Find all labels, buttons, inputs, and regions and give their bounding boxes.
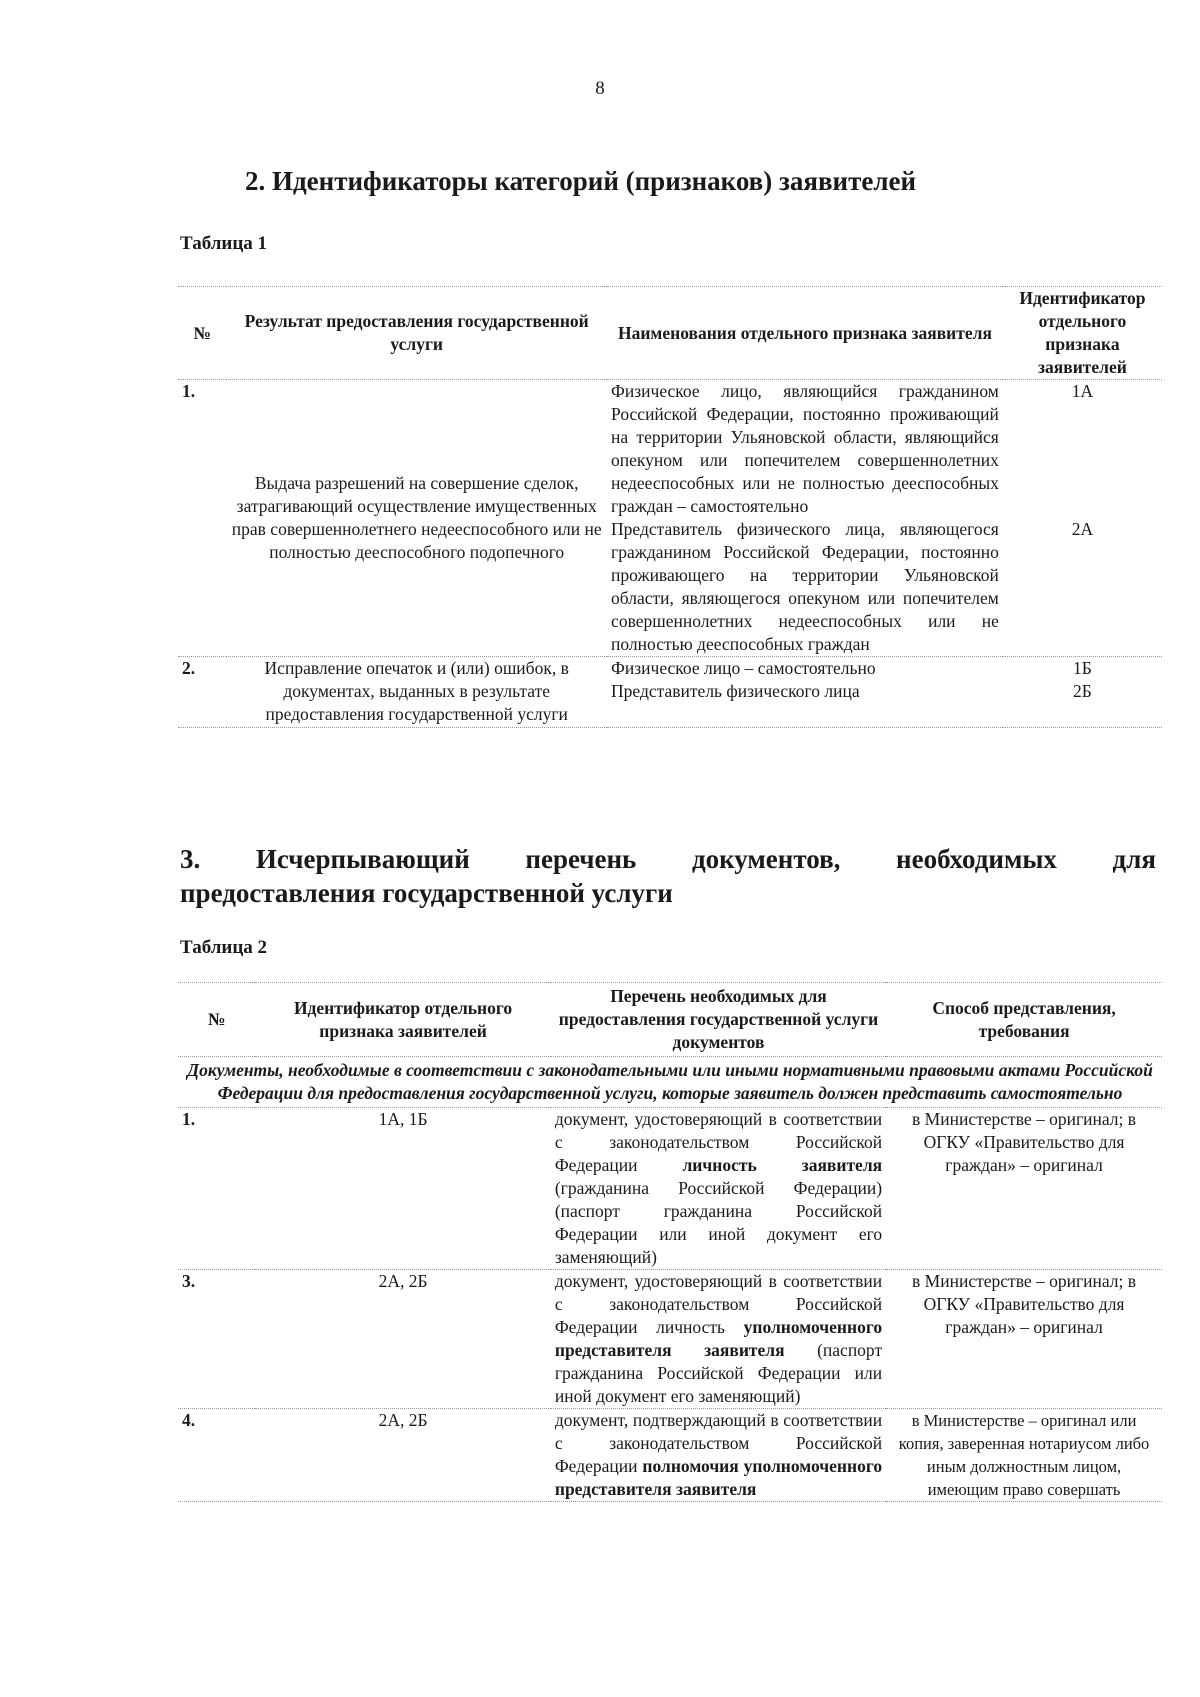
row-identifiers: 2А, 2Б xyxy=(378,1410,428,1430)
table-row xyxy=(178,1409,1162,1502)
attribute-identifier: 2Б xyxy=(1073,681,1092,701)
header-identifier: Идентификатор отдельного признака заявителей xyxy=(293,997,513,1041)
row-number: 2. xyxy=(182,658,196,678)
table-2-caption: Таблица 2 xyxy=(180,937,268,958)
row-number: 1. xyxy=(182,381,196,401)
document-text-bold: личность заявителя xyxy=(682,1155,883,1175)
attribute-name: Физическое лицо, являющийся гражданином Российской Федерации, постоянно проживающий на территории Ульяновской области, являющийся опекуном или попечителем совершеннолетних недееспособных или не полностью дееспособных граждан – самостоятельно xyxy=(611,381,999,516)
document-text-bold: полномочия уполномоченного представителя заявителя xyxy=(554,1456,883,1499)
applicant-categories-table xyxy=(178,286,1162,728)
header-identifier: Идентификатор отдельного признака заявителей xyxy=(1019,288,1146,377)
header-submission-method: Способ представления, требования xyxy=(932,997,1116,1041)
row-document xyxy=(551,1270,886,1409)
attribute-identifier: 1А xyxy=(1071,381,1094,401)
table-row xyxy=(178,380,1162,519)
row-result: Выдача разрешений на совершение сделок, затрагивающий осуществление имущественных прав совершеннолетнего недееспособного или не полностью дееспособного подопечного xyxy=(231,473,602,562)
row-submission-method: в Министерстве – оригинал или копия, заверенная нотариусом либо иным должностным лицом, имеющим право совершать xyxy=(898,1411,1150,1499)
row-submission-method: в Министерстве – оригинал; в ОГКУ «Правительство для граждан» – оригинал xyxy=(912,1271,1137,1337)
documents-subheader: Документы, необходимые в соответствии с законодательными или иными нормативными правовыми актами Российской Федерации для предоставления государственной услуги, которые заявитель должен представить самостоятельно xyxy=(178,1057,1162,1108)
header-result: Результат предоставления государственной услуги xyxy=(244,311,589,354)
title-word: документов, xyxy=(691,844,841,874)
attribute-identifier: 1Б xyxy=(1073,658,1092,678)
section-3-title xyxy=(180,842,1156,910)
table-header-row xyxy=(178,287,1162,380)
header-number: № xyxy=(193,322,211,343)
header-documents: Перечень необходимых для предоставления государственной услуги документов xyxy=(558,986,879,1052)
header-attribute-name: Наименования отдельного признака заявителя xyxy=(617,322,992,343)
row-number: 3. xyxy=(182,1271,196,1291)
section-3-title-line-2: предоставления государственной услуги xyxy=(180,878,673,908)
row-identifiers: 2А, 2Б xyxy=(378,1271,428,1291)
row-number: 1. xyxy=(182,1109,196,1129)
row-identifiers: 1А, 1Б xyxy=(378,1109,428,1129)
title-word: необходимых xyxy=(896,844,1057,874)
attribute-name: Представитель физического лица, являющегося гражданином Российской Федерации, постоянно проживающего на территории Ульяновской области, являющегося опекуном или попечителем совершеннолетних недееспособных или не полностью дееспособных граждан xyxy=(611,519,999,654)
row-document xyxy=(551,1108,886,1270)
attribute-name: Физическое лицо – самостоятельно xyxy=(611,658,876,678)
required-documents-table xyxy=(178,982,1162,1502)
document-text: документ, подтверждающий в соответствии с законодательством Российской Федерации xyxy=(554,1410,883,1476)
document-text-bold: уполномоченного представителя заявителя xyxy=(554,1317,883,1360)
table-row xyxy=(178,657,1162,681)
document-text: (гражданина Российской Федерации) (паспорт гражданина Российской Федерации или иной документ его заменяющий) xyxy=(554,1178,883,1267)
table-1-caption: Таблица 1 xyxy=(180,233,268,254)
table-row xyxy=(178,1108,1162,1270)
title-word: перечень xyxy=(525,844,637,874)
table-header-row xyxy=(178,983,1162,1057)
row-document xyxy=(551,1409,886,1502)
header-number: № xyxy=(207,1009,226,1029)
title-word: для xyxy=(1112,844,1156,874)
title-word: Исчерпывающий xyxy=(255,844,470,874)
section-2-title: 2. Идентификаторы категорий (признаков) заявителей xyxy=(245,166,917,196)
page-number: 8 xyxy=(595,78,605,99)
table-row xyxy=(178,1270,1162,1409)
document-text: (паспорт гражданина Российской Федерации или иной документ его заменяющий) xyxy=(554,1340,883,1406)
attribute-name: Представитель физического лица xyxy=(611,681,860,701)
section-3-title-line-1 xyxy=(180,842,1156,876)
table-subheader-row xyxy=(178,1057,1162,1108)
title-word: 3. xyxy=(180,844,201,874)
document-text: документ, удостоверяющий в соответствии с законодательством Российской Федерации xyxy=(554,1109,883,1175)
attribute-identifier: 2А xyxy=(1071,519,1094,539)
document-text: документ, удостоверяющий в соответствии с законодательством Российской Федерации личность xyxy=(554,1271,883,1337)
row-submission-method: в Министерстве – оригинал; в ОГКУ «Правительство для граждан» – оригинал xyxy=(912,1109,1137,1175)
row-result: Исправление опечаток и (или) ошибок, в документах, выданных в результате предоставления государственной услуги xyxy=(264,658,569,724)
row-number: 4. xyxy=(182,1410,196,1430)
